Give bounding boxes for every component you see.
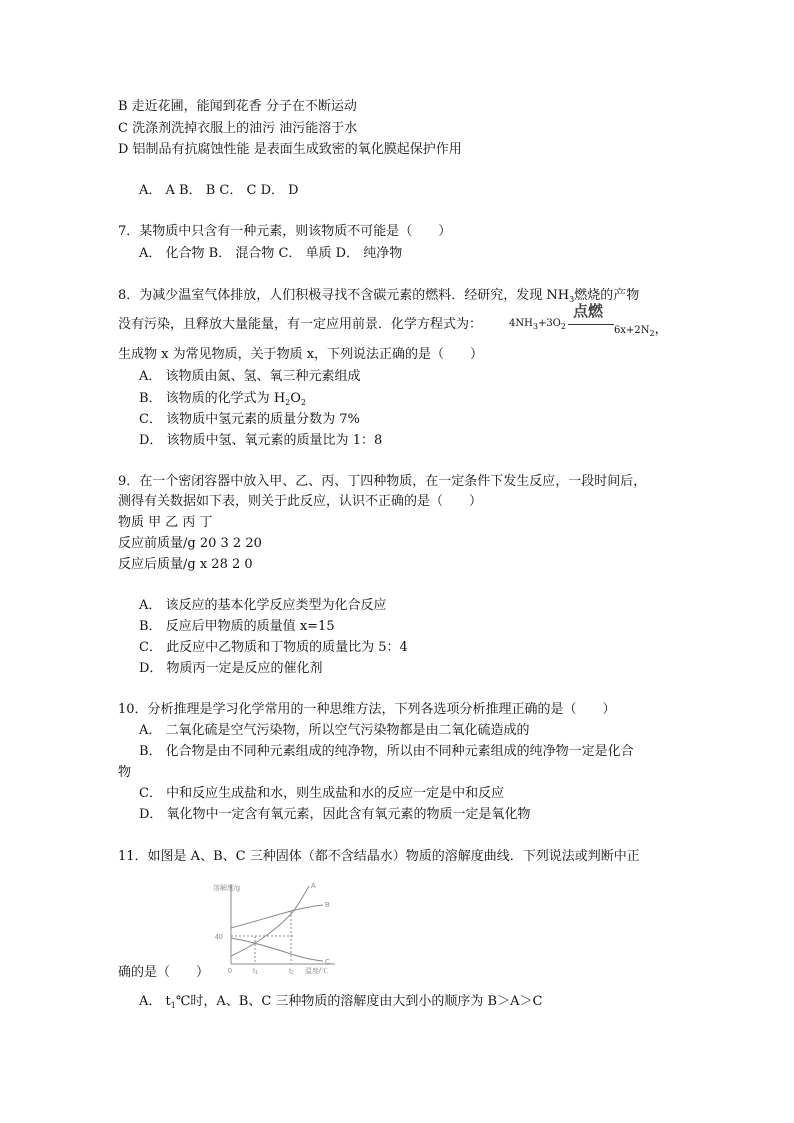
curve-label-c: C (325, 959, 331, 966)
question-9-option-a: A． 该反应的基本化学反应类型为化合反应 (139, 598, 387, 613)
question-10-stem: 10．分析推理是学习化学常用的一种思维方法，下列各选项分析推理正确的是（ ） (118, 702, 616, 717)
question-9-stem-1: 9．在一个密闭容器中放入甲、乙、丙、丁四种物质，在一定条件下发生反应，一段时间后， (118, 474, 647, 489)
question-11-option-a: A． $t_1℃$时，A、B、C 三种物质的溶解度由大到小的顺序为 B＞A＞C (139, 994, 543, 1010)
x-tick-t1: t1 (253, 968, 258, 976)
reaction-condition: 点燃 (573, 302, 604, 320)
question-8-option-a: A． 该物质由氮、氢、氧三种元素组成 (139, 369, 361, 384)
y-axis-label: 溶解度/g (213, 885, 240, 892)
option-b-text: B 走近花圃，能闻到花香 分子在不断运动 (118, 99, 357, 114)
table-row-after: 反应后质量/g x 28 2 0 (118, 557, 253, 572)
question-10-option-b-continued: 物 (118, 765, 132, 780)
question-10-option-a: A． 二氧化硫是空气污染物，所以空气污染物都是由二氧化硫造成的 (139, 723, 530, 738)
option-d-text: D 铝制品有抗腐蚀性能 是表面生成致密的氧化膜起保护作用 (118, 142, 462, 157)
question-9-option-d: D． 物质丙一定是反应的催化剂 (139, 661, 323, 676)
curve-label-b: B (325, 902, 330, 909)
question-10-option-c: C． 中和反应生成盐和水，则生成盐和水的反应一定是中和反应 (139, 786, 505, 801)
question-8-option-c: C． 该物质中氢元素的质量分数为 7% (139, 412, 360, 427)
y-tick-40: 40 (215, 934, 223, 941)
option-c-text: C 洗涤剂洗掉衣服上的油污 油污能溶于水 (118, 121, 358, 136)
x-axis-label: 温度/℃ (305, 968, 328, 975)
chemical-equation: $4NH_3+3O_2$ (509, 318, 566, 331)
chemical-equation-products: $6x+2N_2$， (614, 322, 668, 338)
question-8-option-d: D． 该物质中氢、氧元素的质量比为 1：8 (139, 433, 383, 448)
question-9-stem-2: 测得有关数据如下表，则关于此反应，认识不正确的是（ ） (118, 494, 483, 509)
question-8-line2: 没有污染，且释放大量能量，有一定应用前景．化学方程式为： (118, 317, 483, 332)
solubility-curve-figure (213, 876, 343, 976)
question-9-option-b: B． 反应后甲物质的质量值 x=15 (139, 619, 335, 634)
answer-choices: A． A B． B C． C D． D (139, 183, 299, 198)
question-10-option-b: B． 化合物是由不同种元素组成的纯净物，所以由不同种元素组成的纯净物一定是化合 (139, 744, 634, 759)
table-row-before: 反应前质量/g 20 3 2 20 (118, 536, 262, 551)
table-header-row: 物质 甲 乙 丙 丁 (118, 515, 213, 530)
question-10-option-d: D． 氧化物中一定含有氧元素，因此含有氧元素的物质一定是氧化物 (139, 807, 531, 822)
question-11-stem-1: 11．如图是 A、B、C 三种固体（都不含结晶水）物质的溶解度曲线．下列说法或判断中正 (118, 849, 640, 864)
x-origin-label: 0 (228, 968, 232, 975)
question-8-option-b: B． 该物质的化学式为 $H_2O_2$ (139, 391, 307, 407)
curve-b (231, 905, 323, 928)
question-11-stem-2: 确的是（ ） (118, 965, 210, 980)
curve-a (231, 886, 309, 956)
reaction-arrow-line (568, 324, 614, 325)
x-tick-t2: t2 (289, 968, 294, 976)
question-7-stem: 7．某物质中只含有一种元素，则该物质不可能是（ ） (118, 224, 452, 239)
question-8-line3: 生成物 x 为常见物质，关于物质 x，下列说法正确的是（ ） (118, 347, 484, 362)
curve-label-a: A (311, 883, 316, 890)
question-9-option-c: C． 此反应中乙物质和丁物质的质量比为 5：4 (139, 640, 408, 655)
question-8-line1: 8．为减少温室气体排放，人们积极寻找不含碳元素的燃料．经研究，发现 $NH_3$燃烧的产物 (118, 288, 640, 304)
question-7-options: A． 化合物 B． 混合物 C． 单质 D． 纯净物 (139, 246, 403, 261)
